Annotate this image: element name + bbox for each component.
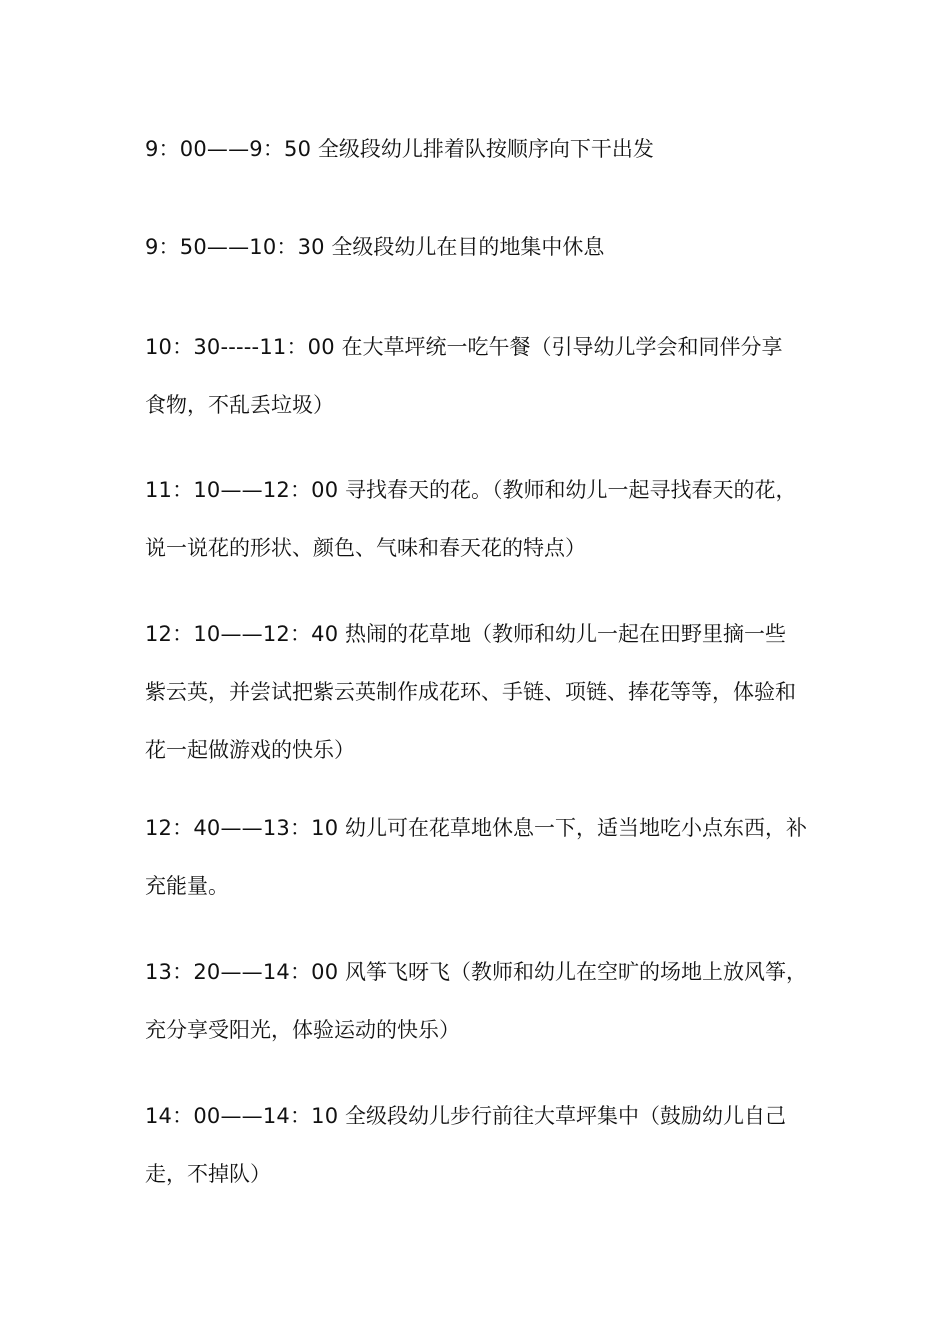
schedule-entry — [145, 218, 810, 276]
entry-text-continued: 紫云英，并尝试把紫云英制作成花环、手链、项链、捧花等等，体验和 — [145, 680, 796, 704]
schedule-entry — [145, 318, 810, 434]
entry-time: 14：00——14：10 — [145, 1104, 339, 1128]
entry-text: 全级段幼儿在目的地集中休息 — [331, 235, 605, 259]
entry-time: 11：10——12：00 — [145, 478, 339, 502]
schedule-entry — [145, 461, 810, 577]
entry-time: 9：50——10：30 — [145, 235, 325, 259]
entry-text: 幼儿可在花草地休息一下，适当地吃小点东西，补 — [344, 816, 807, 840]
entry-text-continued: 说一说花的形状、颜色、气味和春天花的特点） — [145, 536, 586, 560]
schedule-entry — [145, 799, 810, 915]
entry-time: 13：20——14：00 — [145, 960, 339, 984]
entry-text: 在大草坪统一吃午餐（引导幼儿学会和同伴分享 — [341, 335, 783, 359]
entry-text-continued: 充分享受阳光，体验运动的快乐） — [145, 1018, 460, 1042]
entry-text: 风筝飞呀飞（教师和幼儿在空旷的场地上放风筝， — [344, 960, 807, 984]
entry-time: 12：40——13：10 — [145, 816, 339, 840]
entry-text: 全级段幼儿步行前往大草坪集中（鼓励幼儿自己 — [344, 1104, 786, 1128]
entry-text: 全级段幼儿排着队按顺序向下干出发 — [317, 137, 654, 161]
entry-text: 寻找春天的花。（教师和幼儿一起寻找春天的花， — [344, 478, 797, 502]
entry-line — [145, 1087, 810, 1145]
entry-line — [145, 218, 810, 276]
entry-text: 热闹的花草地（教师和幼儿一起在田野里摘一些 — [344, 622, 786, 646]
entry-line — [145, 799, 810, 857]
entry-line — [145, 318, 810, 376]
schedule-entry — [145, 943, 810, 1059]
entry-line — [145, 461, 810, 519]
entry-text-continued: 充能量。 — [145, 874, 229, 898]
entry-time: 12：10——12：40 — [145, 622, 339, 646]
schedule-entry — [145, 605, 810, 779]
entry-time: 10：30-----11：00 — [145, 335, 335, 359]
entry-text-continued: 花一起做游戏的快乐） — [145, 738, 355, 762]
schedule-entry — [145, 1087, 810, 1203]
entry-time: 9：00——9：50 — [145, 137, 312, 161]
entry-line — [145, 943, 810, 1001]
entry-text-continued: 走，不掉队） — [145, 1162, 271, 1186]
entry-line — [145, 605, 810, 663]
entry-line — [145, 120, 810, 178]
schedule-entry — [145, 120, 810, 178]
entry-text-continued: 食物，不乱丢垃圾） — [145, 393, 334, 417]
